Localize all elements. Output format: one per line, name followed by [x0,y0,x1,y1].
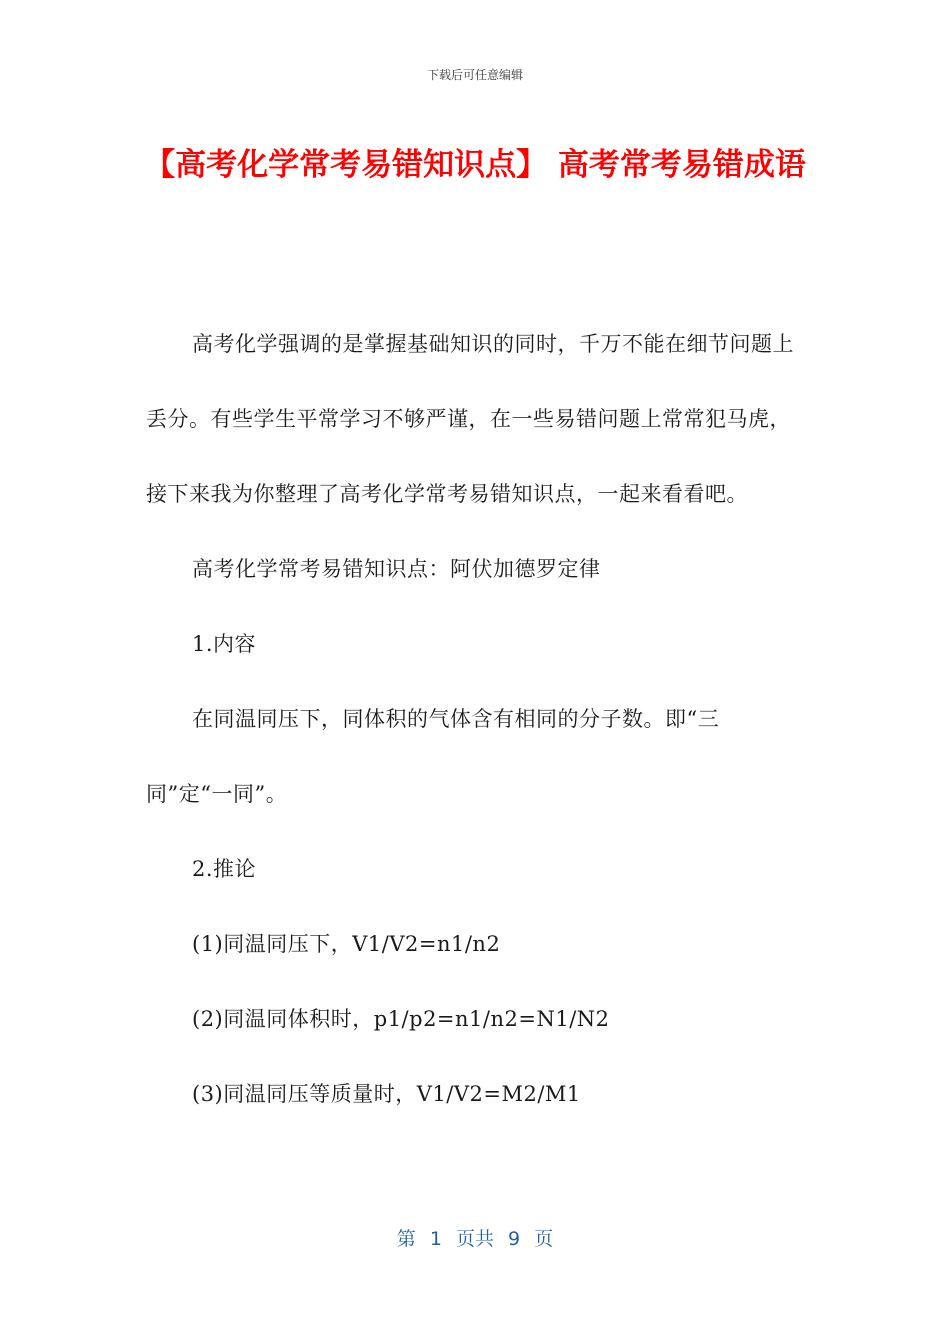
intro-paragraph: 高考化学强调的是掌握基础知识的同时，千万不能在细节问题上丢分。有些学生平常学习不够严谨，在一些易错问题上常常犯马虎，接下来我为你整理了高考化学常考易错知识点，一起来看看吧。 [146,332,794,506]
footer-current-page: 1 [429,1228,442,1250]
content-paragraph: 在同温同压下，同体积的气体含有相同的分子数。即“三同”定“一同”。 [146,707,720,806]
subheading-inference: 2.推论 [192,857,257,881]
inference-item-1: (1)同温同压下，V1/V2=n1/n2 [192,932,501,956]
section-heading: 高考化学常考易错知识点：阿伏加德罗定律 [192,557,601,581]
document-body [146,307,806,1132]
subheading-content: 1.内容 [192,632,257,656]
footer-suffix: 页 [534,1228,554,1250]
page-footer [0,1224,950,1251]
document-title: 【高考化学常考易错知识点】 高考常考易错成语 [144,147,806,183]
footer-middle: 页共 [455,1228,494,1250]
header-note: 下载后可任意编辑 [426,68,523,82]
inference-item-3: (3)同温同压等质量时，V1/V2=M2/M1 [192,1082,581,1106]
footer-prefix: 第 [396,1228,416,1250]
inference-item-2: (2)同温同体积时，p1/p2=n1/n2=N1/N2 [192,1007,610,1031]
footer-total-pages: 9 [508,1228,521,1250]
